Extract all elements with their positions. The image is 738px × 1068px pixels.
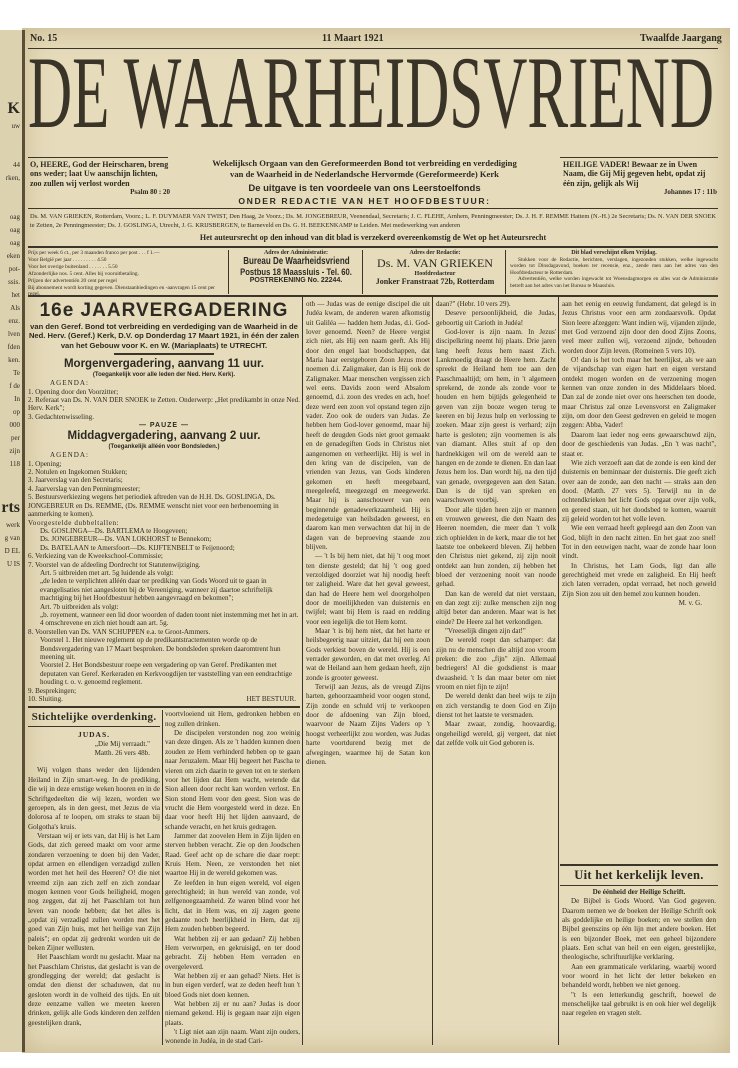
divider: [560, 157, 718, 158]
divider: [28, 706, 300, 708]
strip-fragment: rken,: [5, 174, 20, 182]
divider: [28, 157, 168, 158]
paragraph: Daarom laat ieder nog eens gewaarschuwd zijn, door de geschiedenis van Judas. „En 't was nacht", staat er.: [562, 430, 716, 458]
divider: [28, 208, 718, 209]
agenda-item: Ds. BATELAAN te Amersfoort—Ds. KIJFTENBELT te Feijenoord;: [40, 543, 235, 552]
agenda-item: 2. Referaat van Ds. N. VAN DER SNOEK te Zetten. Onderwerp: „Het predikambt in onze Ned. Herv. Kerk";: [28, 396, 300, 413]
paragraph: Dan kan de wereld dat niet verstaan, en dan zegt zij: zulke menschen zijn nog altijd beter dan anderen. Maar wat is het einde? De Heere zal het verkondigen.: [436, 589, 556, 626]
afternoon-session-title: Middagvergadering, aanvang 2 uur.: [67, 430, 261, 443]
volume-label: Twaalfde Jaargang: [640, 33, 722, 44]
strip-fragment: 118: [9, 460, 20, 468]
divider: [28, 295, 718, 297]
price-line: Afzonderlijke nos. 5 cent. Alles bij vooruitbetaling.: [28, 270, 139, 277]
paragraph: voortvloeiend uit Hem, gedronken hebben en nog zullen drinken.: [165, 710, 300, 728]
agenda-item: Art. 7b uitbreiden als volgt:: [40, 602, 119, 611]
quote-text: O, HEERE, God der Heirscharen, breng ons weder; laat Uw aanschijn lichten, zoo zullen wij verlost worden: [30, 160, 169, 188]
subscription-prices: [28, 250, 229, 294]
divider: [28, 246, 718, 248]
box-label: Adres der Administratie:: [263, 250, 329, 256]
paragraph: daan?" (Hebr. 10 vers 29).: [436, 300, 511, 308]
paragraph: "t Is een letterkundig geschrift, hoewel de menschelijke taal gebruikt is en ook hier wel degelijk naar regelen en vragen stelt.: [562, 990, 716, 1018]
notice-text: Stukken voor de Redactie, berichten, verslagen, ingezonden stukken, welke ingewacht worden tot Dinsdagavond, boeken ter recensie, enz., zende men aan het adres van den Hoofdredacteur te Rotterdam.: [510, 256, 718, 276]
agenda-label: AGENDA:: [50, 379, 89, 388]
paragraph: De Bijbel is Gods Woord. Van God gegeven. Daarom nemen we de boeken der Heilige Schrift ook als goddelijke en heilige boeken; en we stellen den Bijbel geenszins op één lijn met andere boeken. Het is een bijzonder Boek, met een geheel bijzondere plaats. Een schat van heil en een eigen, geestelijke, theologische, schriftuurlijke verklaring.: [562, 897, 716, 962]
meditation-column-5: [562, 300, 716, 860]
price-line: Voor het overige buitenland . . . . . . . 5.50: [28, 263, 118, 270]
divider: [28, 726, 160, 727]
strip-fragment: ken.: [8, 356, 20, 364]
strip-fragment: eken: [6, 252, 20, 260]
divider: [560, 864, 718, 866]
meeting-title: 16e JAARVERGADERING: [39, 300, 289, 321]
subtitle-line: van de Waarheid in de Nederlandsche Hervormde (Gereformeerde) Kerk: [230, 169, 499, 179]
right-quote: [563, 160, 717, 196]
agenda-item: 2. Notulen en Ingekomen Stukken;: [28, 468, 128, 477]
strip-fragment: oag: [9, 213, 20, 221]
paragraph: Deseve persoonlijkheid, die Judas, geboortig uit Carioth in Judéa!: [436, 309, 556, 327]
subtitle: [172, 158, 557, 207]
strip-fragment: ssis.: [8, 278, 20, 286]
agenda-item: 3. Jaarverslag van den Secretaris;: [28, 476, 123, 485]
paragraph: Aan een grammaticale verklaring, waarbij woord voor woord in het licht der letter bekeken en behandeld wordt, hebben we niet genoeg.: [562, 962, 716, 990]
agenda-item: 3. Gedachtenwisseling.: [28, 412, 94, 421]
paragraph: De wereld denkt dan heel wijs te zijn en zich verstandig te doen God en Zijn dienst tot het laatste te versmaden.: [436, 692, 556, 720]
left-quote: [30, 160, 170, 196]
strip-fragment: 44: [13, 161, 20, 169]
signature: HET BESTUUR.: [246, 695, 296, 704]
afternoon-note: (Toegankelijk alléén voor Bondsleden.): [108, 444, 220, 451]
paragraph: God-lover is zijn naam. In Jezus' discipelkring neemt hij plaats. Drie jaren lang heeft Jezus hem naast Zich. Lankmoedig draagt de Heere hem. Zacht spreekt de Heiland hem toe aan den Paaschmaaltijd; om hem, in 't algemeen sprekend, de zonde als zonde voor te houden en hem bijtijds gelegenheid te geven van zijn booze wegen terug te keeren en bij Jezus hulp en verlossing te zoeken. Maar zijn geest is verhard; zijn harte is gesloten; zijn voornemen is als van diamant. Alles stuit af op den hardnekkigen wil om de wereld aan te hangen en de zonde te dienen. En dan laat Jezus hem los. Dan wordt hij, na den tijd van genade, overgegeven aan den Satan. Dan is de tijd van spreken en waarschuwen voorbij.: [436, 328, 556, 505]
admin-address: Postbus 18 Maassluis - Tel. 60.: [240, 267, 352, 277]
article-subheading: De éénheid der Heilige Schrift.: [592, 888, 686, 896]
epigraph: „Die Mij verraadt.": [94, 739, 150, 748]
agenda-item: 10. Sluiting.: [28, 695, 63, 704]
subtitle-line: Wekelijksch Orgaan van den Gereformeerden Bond tot verbreiding en verdediging: [212, 158, 517, 168]
strip-fragment: lven: [7, 330, 20, 338]
strip-fragment: op: [13, 408, 20, 416]
paragraph: 't Ligt niet aan zijn naam. Want zijn ouders, wonende in Judéa, in de stad Cari-: [165, 1028, 300, 1046]
strip-fragment: uw: [11, 122, 20, 130]
paragraph: Wat hebben zij er aan gehad? Niets. Het is in hun eigen verderf, wat ze deden heeft hun 't bloed Gods niet doen kennen.: [165, 972, 300, 999]
paragraph: Wat hebben zij er nu aan? Judas is door niemand gekend. Hij is gegaan naar zijn eigen plaats.: [165, 1000, 300, 1027]
agenda-item: 4. Jaarverslag van den Penningmeester;: [28, 484, 141, 493]
church-news-column: [562, 888, 716, 1044]
strip-fragment: Te: [13, 369, 20, 377]
afternoon-agenda: [28, 451, 300, 703]
strip-fragment: K: [7, 100, 20, 117]
paragraph: Door alle tijden heen zijn er mannen en vrouwen geweest, die den Naam des Heeren noemden, die meer dan 't volk zich ophielden in de kerk, maar die tot het laatste toe onbekeerd bleven. Zij hebben den Christus niet gekend, zij zijn nooit ontdekt aan hun zonden, zij hebben het bloed der verzoening nooit van noode gehad.: [436, 505, 556, 589]
masthead-title: DE WAARHEIDSVRIEND: [28, 35, 714, 150]
paragraph: "Vreeselijk dingen zijn dat!": [445, 627, 526, 636]
box-label: Adres der Redactie:: [409, 250, 461, 256]
agenda-item: 1. Opening door den Voorzitter;: [28, 387, 119, 396]
paragraph: aan het eenig en eeuwig fundament, dat gelegd is in Jezus Christus voor een arm zondaarsvolk. Opdat Sion leere afzeggen: Want indien wij, vijanden zijnde, met God verzoend zijn door den dood Zijns Zoons, veel meer zullen wij, verzoend zijnde, behouden worden door Zijn leven. (Romeinen 5 vers 10).: [562, 300, 716, 355]
meditation-column-3: [306, 300, 430, 1044]
paragraph: De wereld roept dan schamper: dat zijn nu de menschen die altijd zoo vroom preken: die zoo „fijn" zijn. Allemaal bedriegers! Al die godsdienst is maar dwaasheid. 't Is dan maar beter om niet vroom en niet fijn te zijn!: [436, 636, 556, 692]
strip-fragment: werk: [6, 521, 20, 529]
administration-address: [230, 250, 363, 294]
agenda-item: 6. Verkiezing van de Kweekschool-Commissie;: [28, 552, 163, 561]
agenda-item: Voorstel 1. Het nieuwe reglement op de predikantstractementen worde op de Bondsvergadering van 17 Maart besproken. De bondsleden spreken daaromtrent hun meening uit.: [40, 636, 281, 661]
author-initials: M. v. G.: [678, 599, 702, 607]
agenda-item: „de leden te verplichten alléén daar ter prediking van Gods Woord uit te gaan in evangelisaties niet aangesloten bij de Vereeniging, wanneer zij daartoe schriftelijk machtiging bij het Hoofdbestuur hebben aangevraagd en bekomen";: [40, 577, 273, 603]
church-news-heading: Uit het kerkelijk leven.: [574, 868, 704, 882]
strip-fragment: rts: [1, 499, 20, 516]
paragraph: De discipelen verstonden nog zoo weinig van deze dingen. Als ze 't hadden kunnen doen zouden ze Hem verhinderd hebben op te gaan naar Jeruzalem. Maar Hij begeert het Pascha te vieren om zich daarin te geven tot en te sterken voor het lijden dat Hem wacht, wetende dat Sion alleen door recht kan worden verlost. En Sion stond Hem voor den geest. Sion was de vrucht die Hem voorgesteld werd in deze. En daar voor heeft Hij het lijden aanvaard, de schande veracht, en het kruis gedragen.: [165, 729, 300, 831]
strip-fragment: zijn: [9, 447, 20, 455]
price-line: Prijzen der advertentiën 20 cent per regel: [28, 277, 117, 284]
paragraph: Het Paaschlam wordt nu geslacht. Maar na het Paaschlam Christus, dat geslacht is van de grondlegging der wereld; dat geslacht is omdat den dienst der schaduwen, dat nu gesloten wordt in de volheid des tijds. En uit deze eenzame vallen we meeten keeren drinken, gelijk alle Gods kinderen den zelfden geestelijken drank,: [28, 953, 160, 1027]
meditation-row: [28, 710, 300, 1045]
notice-title: Dit blad verschijnt elken Vrijdag.: [571, 250, 657, 256]
morning-agenda: [28, 379, 300, 421]
strip-fragment: g van: [4, 534, 20, 542]
quote-text: HEILIGE VADER! Bewaar ze in Uwen Naam, die Gij Mij gegeven hebt, opdat zij één zijn, gelijk als Wij: [563, 160, 706, 188]
agenda-item: 7. Voorstel van de afdeeling Dordrecht tot Statutenwijziging.: [28, 560, 201, 569]
paragraph: Terwijl aan Jezus, als de vreugd Zijns harten, gehoorzaamheid voor oogen stond, Zijn zonde en schuld vrij te verkoopen door de afdoening van Zijn bloed, waarvoor de Naam Zijns Vaders op 't hoogst verheerlijkt zou worden, was Judas harte voortdurend bezig met de afwegingen, waarmee hij de Satan kon dienen.: [306, 683, 430, 766]
notice-text: Advertentiën, welke worden ingewacht tot Woensdagmorgen en alles wat de Administratie betreft aan het adres van het Bureau te Maassluis.: [510, 276, 718, 289]
copyright-notice: Het auteursrecht op den inhoud van dit blad is verzekerd overeenkomstig de Wet op het Auteursrecht: [199, 233, 547, 242]
pause-label: — PAUZE —: [138, 422, 190, 430]
column-rule: [558, 297, 559, 1045]
agenda-item: Ds. GOSLINGA—Ds. BARTLEMA te Hoogeveen;: [40, 526, 188, 535]
subtitle-line: ONDER REDACTIE VAN HET HOOFDBESTUUR:: [238, 196, 491, 206]
strip-fragment: pot-: [8, 265, 20, 273]
left-area: [28, 300, 300, 1045]
column-rule: [302, 297, 303, 1045]
paragraph: oth — Judas was de eenige discipel die uit Judéa kwam, de anderen waren afkomstig uit Galiléa — hadden hem Judas, d.i. God-lover genoemd. Neen? de Heere vergist zich niet, als Hij een naam geeft. Als Hij door den engel laat boodschappen, dat Maria haar eerstgeboren Zoon Jezus moet noemen d.i. Zaligmaker, dan is Hij ook de Zaligmaker. Maar menschen vergissen zich wel eens. Davids zoon werd Absalom genoemd, d.i. zoon des vredes en ach, hoe! deze werd een zoon vol opstand tegen zijn vader. Zoo ook de ouders van Judas. Ze hebben hem God-lover genoemd, maar hij heeft de deugden Gods niet groot gemaakt en de genadegiften Gods in Christus niet aangenomen en verheerlijkt. Hij is wel in den kring van de discipelen, van de vrienden van Jezus, van Gods kinderen gekomen en heeft meegebaard, meegeleefd, meegezegd en meegewerkt. Maar hij is aanschouwer van een beginnende genadewerkzaamheid. Hij is medegetuige van heilsdaden geweest, en daarom kan men verwachten dat hij in de dagen van de beproeving staande zou blijven.: [306, 300, 430, 551]
editor-role: Hoofdredacteur: [414, 271, 456, 277]
strip-fragment: enz.: [8, 317, 20, 325]
paragraph: In Christus, het Lam Gods, ligt dan alle gerechtigheid met vrede en zaligheid. En Hij heeft zich laten verraden, opdat verraad, het noch geweld Zijn Sion zou uit den hemel zou kunnen houden.: [562, 561, 716, 598]
column-rule: [162, 710, 163, 1045]
agenda-item: 5. Bestuursverkiezing wegens het periodiek aftreden van de H.H. Ds. GOSLINGA, Ds. JONGEBREUR en Ds. REMME, (Ds. REMME wenscht niet voor een herbenoeming in aanmerking te komen).: [28, 493, 279, 519]
quote-reference: Johannes 17 : 11b: [663, 188, 717, 197]
postal-account: POSTREKENING No. 22244.: [249, 277, 343, 284]
subtitle-line: De uitgave is ten voordeele van ons Leerstoelfonds: [248, 183, 481, 194]
strip-fragment: per: [11, 434, 20, 442]
editor-name: Ds. M. VAN GRIEKEN: [377, 256, 493, 270]
meeting-intro: van den Geref. Bond tot verbreiding en verdediging van de Waarheid in de Ned. Herv. (Geref.) Kerk, D.V. op Donderdag 17 Maart 1921, in één der zalen van het Gebouw voor K. en W. (Mariaplaats) te UTRECHT.: [28, 322, 300, 350]
strip-fragment: In: [14, 395, 20, 403]
meditation-column-1: [28, 710, 160, 1045]
paragraph: Maar zwaar, zondig, hoovaardig, ongeheiligd wereld, gij vergeet, dat niet dat zelfde volk uit God geboren is.: [436, 720, 556, 748]
meditation-heading: Stichtelijke overdenking.: [31, 711, 157, 724]
paragraph: Verstaan wij er iets van, dat Hij is het Lam Gods, dat zich gereed maakt om voor arme zondaren verzoening te doen bij den Vader, opdat armen en ellendigen verzadigd zullen worden met het heil des Heeren? O! die niet vreemd zijn aan zich zelf en zich zondaar mogen kennen voor Gods heiligheid, mogen nog zeggen, dat zij het Paaschlam tot hun leven van noode hebben; dat het alles is „opdat zij verzadigd zullen worden met het goed van Zijn huis, met het heilige van Zijn paleis"; en opdat zij gedrenkt worden uit de beken Zijner wellusten.: [28, 831, 160, 952]
paragraph: Wie zich verzoeft aan dat de zonde is een kind der duisternis en beminnaar der duisternis. Die geeft zich over aan de zonde, aan den nacht — straks aan den dood. (Matth. 27 vers 5). Terwijl nu in de ochtendkrieken het licht Gods opgaat over zijn volk, en gereed staan, uit het doodsbed te komen, waaruit zij geleid worden tot het volle leven.: [562, 458, 716, 523]
editor-address: Jonker Franstraat 72b, Rotterdam: [375, 277, 495, 286]
paragraph: O! dan is het toch maar het heerlijkst, als we aan de vijandschap van eigen hart en eigen verstand ontdekt mogen worden en de verzoening mogen kennen van onze zonden in des Middelaars bloed. Dan zal de zonde niet over ons heerschen ten doode, maar Christus zal onze Levensvorst en Zaligmaker zijn, om door den Geest gedreven en geleid te mogen zeggen: Abba, Vader!: [562, 356, 716, 430]
strip-fragment: Als: [10, 304, 20, 312]
price-line: Prijs per week 6 ct., per 3 maanden franco per post . . . f 1.—: [28, 250, 160, 256]
strip-fragment: 000: [9, 421, 20, 429]
issue-number: No. 15: [30, 33, 58, 44]
agenda-item: 8. Voorstellen van Ds. VAN SCHUPPEN e.a. te Groot-Ammers.: [28, 627, 211, 636]
agenda-item: 9. Besprekingen;: [28, 686, 77, 695]
paragraph: Jammer dat zoovelen Hem in Zijn lijden en sterven hebben veracht. Zie op den Joodschen Raad. Geef acht op de schare die daar roept: Kruis Hem. Neen, ze verstonden het niet waartoe Hij in de wereld gekomen was.: [165, 831, 300, 878]
paragraph: — 't Is bij hem niet, dat hij 't oog moet ten dienste gesteld; dat hij 't oog goed verzoldiged doorziet wat hij noodig heeft ter zaligheid. Ware dat het geval geweest, dan had de Heere hem wel doorgeholpen door de moeilijkheden van duisternis en twijfel; want bij Hem is raad en redding voor een iegelijk die tot Hem komt.: [306, 552, 430, 626]
agenda-last-row: [28, 695, 300, 703]
price-line: Voor België per jaar . . . . . . . . . 4.50: [28, 256, 107, 263]
agenda-item: Art. 5 uitbreiden met art. 5g luidende als volgt:: [40, 568, 174, 577]
divider: [114, 353, 214, 355]
strip-fragment: oag: [9, 226, 20, 234]
admin-name: Bureau De Waarheidsvriend: [243, 256, 350, 267]
price-line: Bij abonnement wordt korting gegeven. Dienstaanbiedingen en -aanvragen 15 cent per: [28, 284, 215, 291]
agenda-item: „b. royement, wanneer een lid door woorden of daden toont niet instemming met het in art. 4 omschrevene en zich niet houdt aan art. 5g.: [40, 610, 299, 628]
issue-date: 11 Maart 1921: [322, 33, 384, 44]
paragraph: Maar 't is bij hem niet, dat het harte er heilsbegeerig naar uitziet, dat hij een zoon Gods verkiest boven de wereld. Hij is een verrader geworden, en dat met overleg. Al wat de Heiland aan hem gedaan heeft, zijn zonde is grooter geweest.: [306, 627, 430, 682]
agenda-item: Voorstel 2. Het Bondsbestuur roepe een vergadering op van Geref. Predikanten met deputaten van Geref. Kerkeraden en Kerkvoogdijen ter vaststelling van een eendrachtige houding t. o. v. genoemd reglement.: [40, 661, 292, 687]
strip-fragment: oag: [9, 239, 20, 247]
morning-session-title: Morgenvergadering, aanvang 11 uur.: [63, 358, 265, 371]
column-rule: [432, 297, 433, 1045]
agenda-item: 1. Opening;: [28, 459, 62, 468]
quote-reference: Psalm 80 : 20: [130, 188, 170, 197]
agenda-label: AGENDA:: [50, 451, 89, 460]
paragraph: Ze leefden in hun eigen wereld, vol eigen gerechtigheid; in hun wereld van zonde, vol zelfgenoegzaamheid. Ze waren blind voor het licht, dat in Hem was, en zij zagen geene gedaante noch heerlijkheid in Hem, dat zij Hem zouden hebben begeerd.: [165, 878, 300, 934]
paragraph: Wie een verraad heeft gepleegd aan den Zoon van God, blijft in den nacht zitten. En het gaat zoo snel! Tot in den eeuwigen nacht, waar de zonde haar loon vindt.: [562, 524, 716, 561]
strip-fragment: het: [11, 291, 20, 299]
meditation-column-2: [165, 710, 300, 1045]
strip-fragment: D EL: [4, 547, 20, 555]
epigraph-reference: Matth. 26 vers 48b.: [94, 749, 150, 758]
agenda-item: Ds. JONGEBREUR—Ds. VAN LOKHORST te Bennekom;: [40, 535, 212, 544]
paragraph: Wat hebben zij er aan gedaan? Zij hebben Hem verworpen, en gekruisigd, en ter dood gebracht. Zij hebben Hem verraden en overgeleverd.: [165, 934, 300, 971]
publication-notice: [510, 250, 718, 294]
meditation-column-4: [436, 300, 556, 1044]
divider: [560, 885, 718, 886]
agenda-item: Voorgestelde dubbeltallen:: [28, 518, 120, 527]
paragraph: Wij volgen thans weder den lijdenden Heiland in Zijn smart-weg. In de prediking, die wij in deze ernstige weken hooren en in de Schriftgedeelten die wij lezen, worden we geroepen, als in den geest, met Jezus de via dolorosa af te loopen, om straks te staan bij Golgotha's kruis.: [28, 766, 160, 831]
previous-page-edge: [0, 30, 25, 1052]
editorial-address: [365, 250, 506, 294]
meeting-announcement: [28, 300, 300, 703]
strip-fragment: U IS: [6, 560, 20, 568]
editors-list: Ds. M. VAN GRIEKEN, Rotterdam, Voorz.; L. F. DUYMAER VAN TWIST, Den Haag, 2e Voorz.; Ds. M. JONGEBREUR, Veenendaal, Secretaris; J. C. FLEHE, Arnhem, Penningmeester; Ds. J. H. F. REMME Hattem (N.-H.) 2e Secretaris; Ds. N. VAN DER SNOEK te Zetten, 2e Penningmeester; Ds. J. GOSLINGA, Utrecht, J. G. KRIJSBERGEN, te Barneveld en Ds. G. H. BEEKENKAMP te Leiden. Met medewerking van anderen: [30, 213, 716, 229]
morning-note: (Toegankelijk voor alle leden der Ned. Herv. Kerk).: [92, 372, 236, 379]
strip-fragment: f de: [9, 382, 20, 390]
strip-fragment: fden: [7, 343, 20, 351]
article-title: JUDAS.: [77, 730, 111, 740]
